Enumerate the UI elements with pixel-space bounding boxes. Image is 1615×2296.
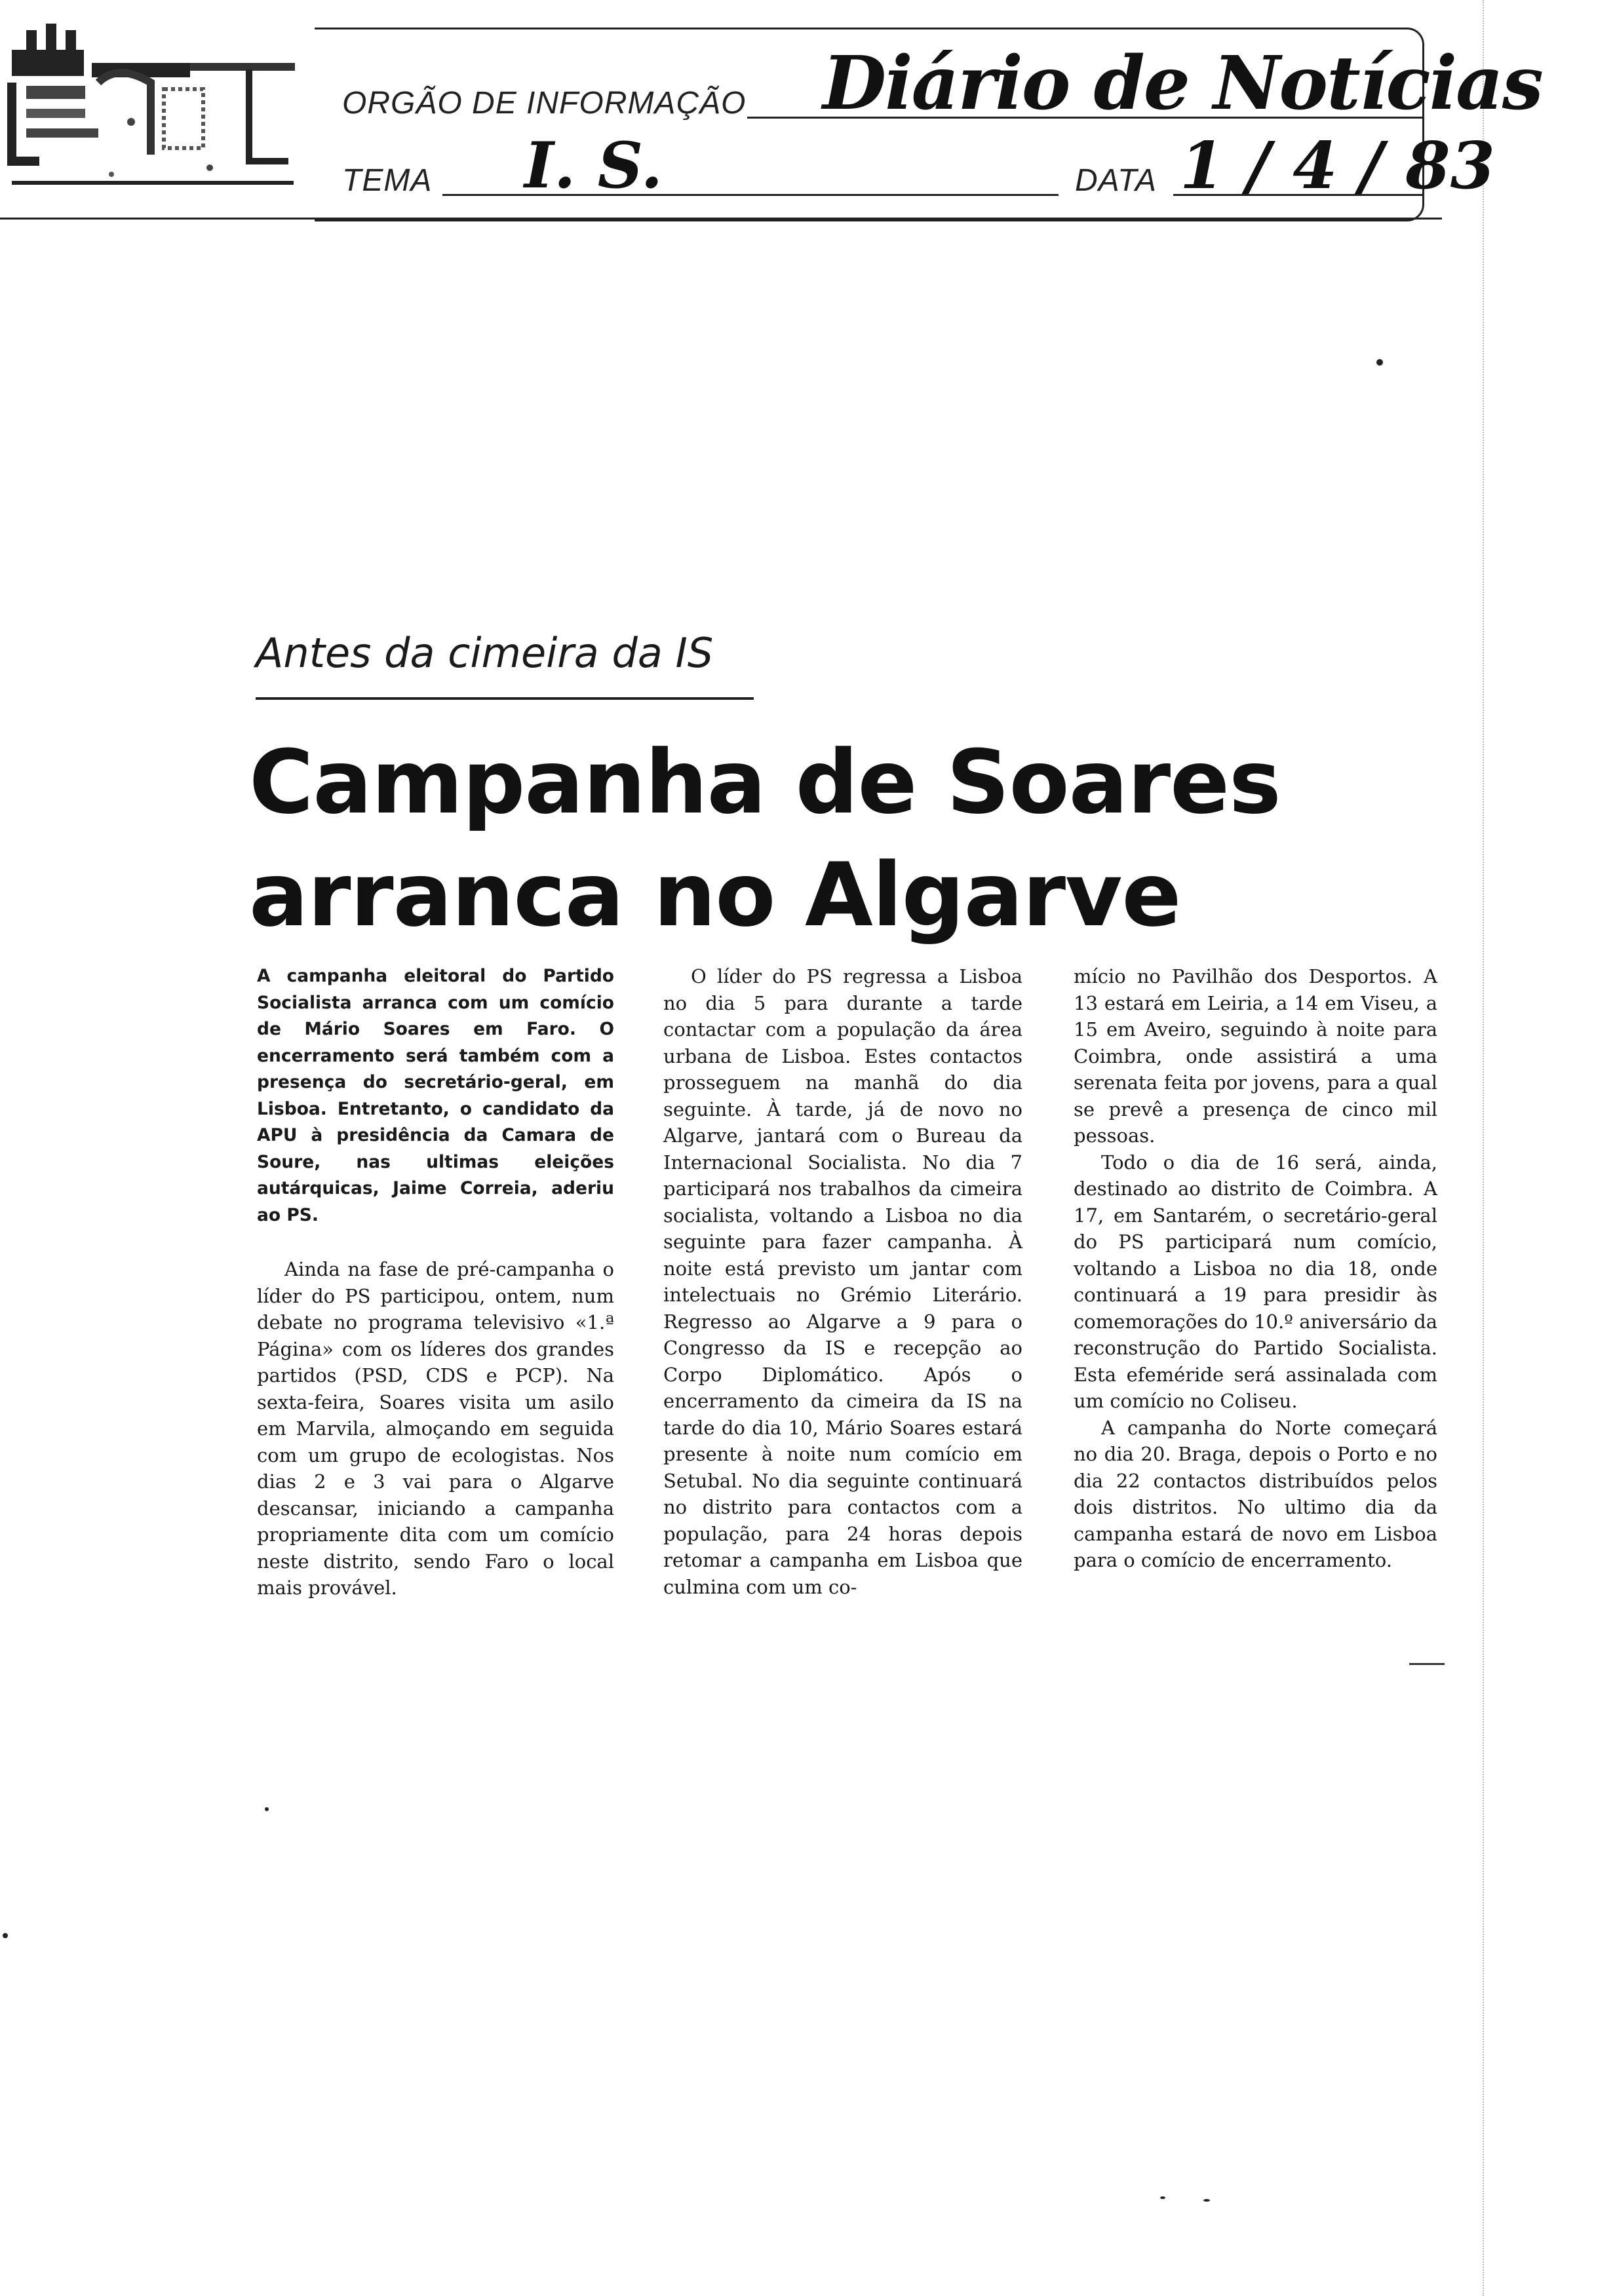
scan-speck bbox=[265, 1807, 269, 1811]
data-handwritten-value: 1 / 4 / 83 bbox=[1180, 128, 1495, 204]
scan-speck bbox=[1160, 2196, 1165, 2199]
headline-line-1: Campanha de Soares bbox=[249, 731, 1281, 833]
orgao-handwritten-value: Diário de Notícias bbox=[823, 41, 1542, 126]
scan-speck bbox=[3, 1933, 8, 1938]
archive-logo-icon bbox=[0, 24, 315, 220]
article-column-1 bbox=[257, 963, 614, 1601]
article-paragraph: mício no Pavilhão dos Desportos. A 13 estará em Leiria, a 14 em Viseu, a 15 em Aveiro, seguindo à noite para Coimbra, onde assistirá a uma serenata feita por jovens, para a qual se prevê a presença de cinco mil pessoas. bbox=[1074, 965, 1437, 1147]
orgao-label: ORGÃO DE INFORMAÇÃO bbox=[342, 86, 747, 121]
article-paragraph: A campanha do Norte começará no dia 20. Braga, depois o Porto e no dia 22 contactos distribuídos pelos dois distritos. No ultimo dia da campanha estará de novo em Lisboa para o comício de encerramento. bbox=[1074, 1416, 1437, 1571]
scan-speck bbox=[1376, 359, 1383, 366]
tema-handwritten-value: I. S. bbox=[524, 128, 663, 202]
scan-edge bbox=[1483, 0, 1484, 2296]
article-column-2 bbox=[663, 963, 1022, 1600]
kicker-underline bbox=[256, 697, 754, 700]
article-lead: A campanha eleitoral do Partido Socialista arranca com um comício de Mário Soares em Faro. O encerramento será também com a presença do secretário-geral, em Lisboa. Entretanto, o candidato da APU à presidência da Camara de Soure, nas ultimas eleições autárquicas, Jaime Correia, aderiu ao PS. bbox=[257, 966, 614, 1225]
article-column-3 bbox=[1074, 963, 1437, 1574]
article-end-rule bbox=[1409, 1663, 1445, 1665]
headline-line-2: arranca no Algarve bbox=[249, 844, 1181, 946]
tema-label: TEMA bbox=[342, 163, 433, 198]
article-headline bbox=[249, 726, 1429, 951]
scan-speck bbox=[1203, 2199, 1210, 2202]
article-paragraph: Todo o dia de 16 será, ainda, destinado ao distrito de Coimbra. A 17, em Santarém, o secretário-geral do PS participará num comício, voltando a Lisboa no dia 18, onde continuará a 19 para presidir às comemorações do 10.º aniversário da reconstrução do Partido Socialista. Esta efeméride será assinalada com um comício no Coliseu. bbox=[1074, 1151, 1437, 1412]
article-paragraph: Ainda na fase de pré-campanha o líder do PS participou, ontem, num debate no programa televisivo «1.ª Página» com os líderes dos grandes partidos (PSD, CDS e PCP). Na sexta-feira, Soares visita um asilo em Marvila, almoçando em seguida com um grupo de ecologistas. Nos dias 2 e 3 vai para o Algarve descansar, iniciando a campanha propriamente dita com um comício neste distrito, sendo Faro o local mais provável. bbox=[257, 1258, 614, 1599]
header-bottom-rule bbox=[0, 218, 1442, 220]
data-label: DATA bbox=[1075, 163, 1157, 198]
article-paragraph: O líder do PS regressa a Lisboa no dia 5 para durante a tarde contactar com a população da área urbana de Lisboa. Estes contactos prosseguem na manhã do dia seguinte. À tarde, já de novo no Algarve, jantará com o Bureau da Internacional Socialista. No dia 7 participará nos trabalhos da cimeira socialista, voltando a Lisboa no dia seguinte para fazer campanha. À noite está previsto um jantar com intelectuais no Grémio Literário. Regresso ao Algarve a 9 para o Congresso da IS e recepção ao Corpo Diplomático. Após o encerramento da cimeira da IS na tarde do dia 10, Mário Soares estará presente à noite num comício em Setubal. No dia seguinte continuará no distrito para contactos com a população, para 24 horas depois retomar a campanha em Lisboa que culmina com um co- bbox=[663, 965, 1022, 1598]
article-kicker: Antes da cimeira da IS bbox=[256, 629, 714, 677]
